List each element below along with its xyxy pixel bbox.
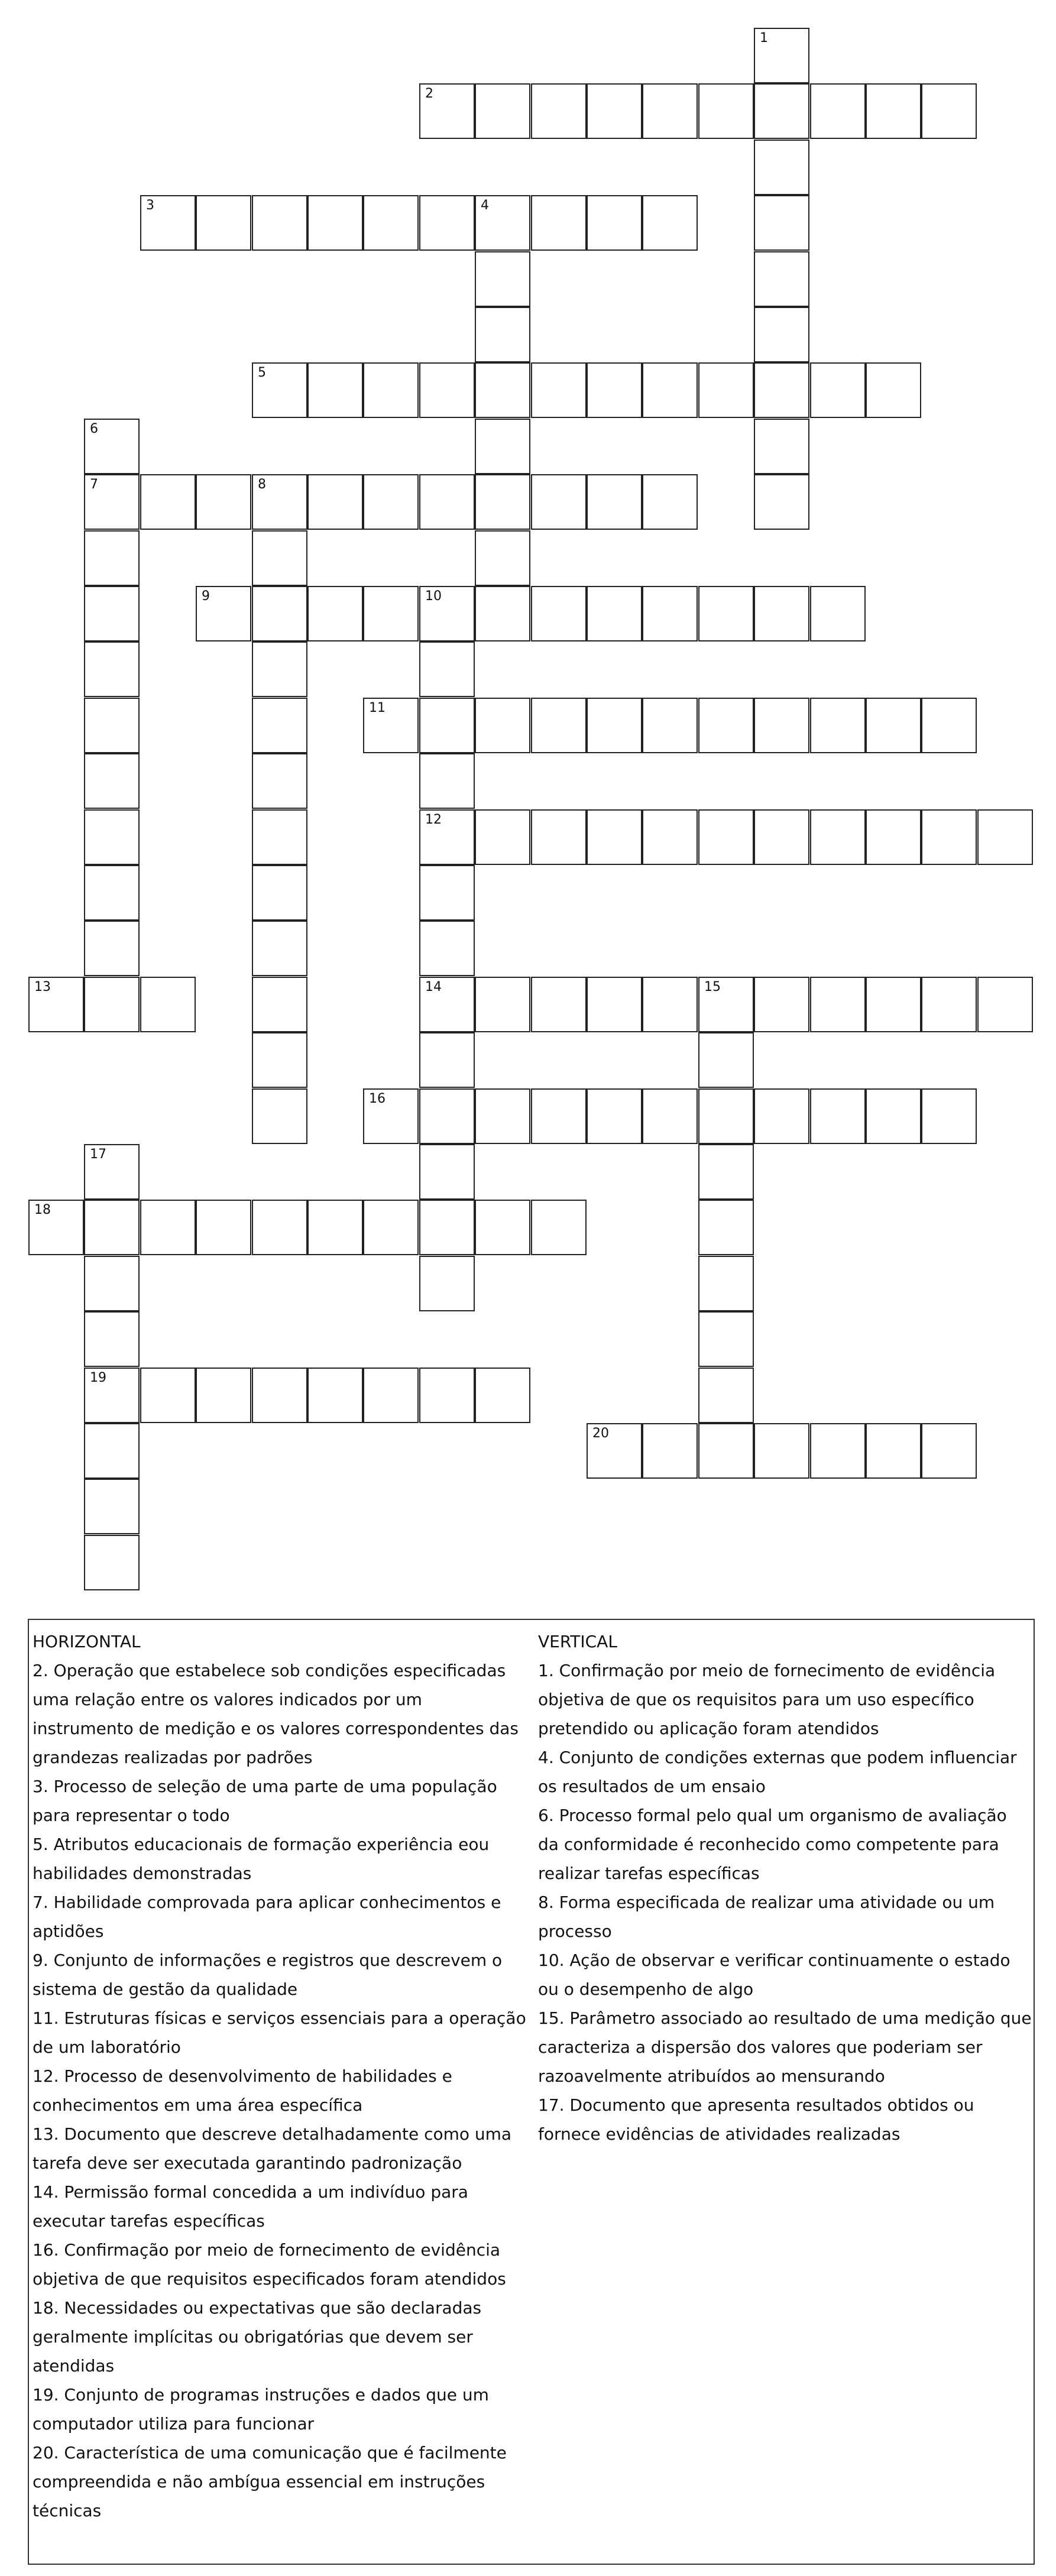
clue-number: 16 (369, 1091, 386, 1106)
grid-cell[interactable] (140, 1200, 196, 1255)
grid-cell[interactable] (587, 474, 642, 530)
grid-cell[interactable] (810, 1423, 866, 1479)
grid-cell[interactable] (810, 83, 866, 139)
grid-cell[interactable] (363, 586, 419, 641)
grid-cell[interactable] (698, 1144, 754, 1200)
grid-cell[interactable] (363, 195, 419, 251)
grid-cell[interactable] (84, 586, 140, 641)
grid-cell[interactable] (252, 753, 307, 809)
clue-across-7: 7. Habilidade comprovada para aplicar conhecimentos e aptidões (33, 1893, 501, 1941)
grid-cell[interactable] (921, 698, 977, 753)
grid-cell[interactable] (754, 251, 809, 307)
grid-cell[interactable] (252, 977, 307, 1032)
grid-cell[interactable] (921, 1088, 977, 1144)
grid-cell[interactable] (84, 809, 140, 865)
grid-cell[interactable] (754, 977, 809, 1032)
grid-cell[interactable] (754, 140, 809, 195)
clue-down-17: 17. Documento que apresenta resultados obtidos ou fornece evidências de atividades realizadas (538, 2095, 974, 2144)
grid-cell[interactable] (698, 1032, 754, 1088)
clue-number: 15 (704, 980, 721, 994)
grid-cell[interactable] (252, 195, 307, 251)
grid-cell[interactable] (754, 809, 809, 865)
grid-cell[interactable] (866, 83, 921, 139)
grid-cell[interactable] (252, 698, 307, 753)
grid-cell[interactable] (921, 83, 977, 139)
grid-cell[interactable] (698, 1311, 754, 1367)
grid-cell[interactable] (866, 977, 921, 1032)
grid-cell[interactable] (84, 1200, 140, 1255)
grid-cell[interactable] (642, 977, 698, 1032)
grid-cell[interactable] (196, 586, 251, 641)
grid-cell[interactable] (140, 474, 196, 530)
clue-number: 9 (202, 589, 210, 604)
grid-cell[interactable] (754, 1423, 809, 1479)
clue-number: 1 (760, 31, 768, 46)
clue-number: 3 (146, 198, 154, 213)
grid-cell[interactable] (307, 474, 363, 530)
grid-cell[interactable] (252, 809, 307, 865)
clue-across-3: 3. Processo de seleção de uma parte de uma população para representar o todo (33, 1777, 497, 1825)
grid-cell[interactable] (475, 530, 530, 586)
grid-cell[interactable] (754, 83, 809, 139)
grid-cell[interactable] (252, 1088, 307, 1144)
grid-cell[interactable] (698, 698, 754, 753)
clue-number: 12 (425, 812, 442, 827)
grid-cell[interactable] (307, 1200, 363, 1255)
grid-cell[interactable] (84, 1535, 140, 1590)
grid-cell[interactable] (921, 809, 977, 865)
grid-cell[interactable] (28, 1200, 84, 1255)
grid-cell[interactable] (140, 195, 196, 251)
grid-cell[interactable] (84, 977, 140, 1032)
grid-cell[interactable] (754, 698, 809, 753)
grid-cell[interactable] (531, 1088, 587, 1144)
grid-cell[interactable] (252, 586, 307, 641)
grid-cell[interactable] (698, 586, 754, 641)
grid-cell[interactable] (587, 195, 642, 251)
clue-across-14: 14. Permissão formal concedida a um indivíduo para executar tarefas específicas (33, 2182, 468, 2231)
grid-cell[interactable] (28, 977, 84, 1032)
grid-cell[interactable] (698, 1200, 754, 1255)
grid-cell[interactable] (307, 195, 363, 251)
grid-cell[interactable] (475, 977, 530, 1032)
grid-cell[interactable] (419, 362, 475, 418)
grid-cell[interactable] (866, 698, 921, 753)
grid-cell[interactable] (698, 809, 754, 865)
grid-cell[interactable] (475, 83, 530, 139)
grid-cell[interactable] (196, 1368, 251, 1423)
grid-cell[interactable] (196, 474, 251, 530)
grid-cell[interactable] (84, 1368, 140, 1423)
clue-across-19: 19. Conjunto de programas instruções e dados que um computador utiliza para funcionar (33, 2385, 489, 2434)
grid-cell[interactable] (810, 362, 866, 418)
clue-number: 11 (369, 701, 386, 715)
grid-cell[interactable] (587, 1088, 642, 1144)
clue-down-4: 4. Conjunto de condições externas que podem influenciar os resultados de um ensaio (538, 1748, 1017, 1796)
grid-cell[interactable] (252, 474, 307, 530)
grid-cell[interactable] (419, 865, 475, 921)
grid-cell[interactable] (642, 1088, 698, 1144)
grid-cell[interactable] (363, 362, 419, 418)
grid-cell[interactable] (252, 530, 307, 586)
grid-cell[interactable] (698, 977, 754, 1032)
grid-cell[interactable] (698, 1256, 754, 1311)
grid-cell[interactable] (363, 1368, 419, 1423)
grid-cell[interactable] (866, 362, 921, 418)
clue-number: 14 (425, 980, 442, 994)
grid-cell[interactable] (419, 1088, 475, 1144)
grid-cell[interactable] (642, 474, 698, 530)
clue-down-15: 15. Parâmetro associado ao resultado de uma medição que caracteriza a dispersão dos valores que poderiam ser razoavelmente atribuídos ao mensurando (538, 2008, 1032, 2086)
grid-cell[interactable] (363, 1088, 419, 1144)
clue-across-13: 13. Documento que descreve detalhadamente como uma tarefa deve ser executada garantindo padronização (33, 2124, 512, 2173)
grid-cell[interactable] (531, 474, 587, 530)
grid-cell[interactable] (754, 195, 809, 251)
clue-number: 7 (90, 477, 98, 492)
clue-number: 18 (34, 1203, 51, 1217)
horizontal-clues-column (33, 1627, 526, 2525)
grid-cell[interactable] (419, 698, 475, 753)
grid-cell[interactable] (754, 419, 809, 474)
grid-cell[interactable] (754, 28, 809, 83)
grid-cell[interactable] (866, 1423, 921, 1479)
grid-cell[interactable] (84, 865, 140, 921)
grid-cell[interactable] (84, 474, 140, 530)
clue-across-20: 20. Característica de uma comunicação que é facilmente compreendida e não ambígua essencial em instruções técnicas (33, 2443, 507, 2520)
grid-cell[interactable] (587, 586, 642, 641)
clue-number: 13 (34, 980, 51, 994)
grid-cell[interactable] (363, 1200, 419, 1255)
grid-cell[interactable] (754, 1088, 809, 1144)
grid-cell[interactable] (754, 586, 809, 641)
grid-cell[interactable] (419, 1368, 475, 1423)
grid-cell[interactable] (475, 809, 530, 865)
grid-cell[interactable] (642, 809, 698, 865)
grid-cell[interactable] (363, 474, 419, 530)
grid-cell[interactable] (754, 474, 809, 530)
grid-cell[interactable] (698, 362, 754, 418)
grid-cell[interactable] (307, 1368, 363, 1423)
clue-across-18: 18. Necessidades ou expectativas que são declaradas geralmente implícitas ou obrigatórias que devem ser atendidas (33, 2298, 482, 2376)
grid-cell[interactable] (475, 586, 530, 641)
clue-number: 2 (425, 86, 433, 101)
grid-cell[interactable] (531, 1200, 587, 1255)
grid-cell[interactable] (252, 1368, 307, 1423)
clue-across-16: 16. Confirmação por meio de fornecimento de evidência objetiva de que requisitos especificados foram atendidos (33, 2240, 506, 2289)
grid-cell[interactable] (475, 307, 530, 362)
clue-number: 5 (258, 365, 266, 380)
grid-cell[interactable] (977, 809, 1033, 865)
grid-cell[interactable] (642, 698, 698, 753)
clue-across-5: 5. Atributos educacionais de formação experiência eou habilidades demonstradas (33, 1835, 490, 1883)
grid-cell[interactable] (140, 977, 196, 1032)
grid-cell[interactable] (419, 474, 475, 530)
grid-cell[interactable] (921, 1423, 977, 1479)
grid-cell[interactable] (754, 362, 809, 418)
grid-cell[interactable] (475, 195, 530, 251)
grid-cell[interactable] (810, 809, 866, 865)
grid-cell[interactable] (196, 195, 251, 251)
grid-cell[interactable] (587, 977, 642, 1032)
grid-cell[interactable] (84, 1423, 140, 1479)
clue-across-2: 2. Operação que estabelece sob condições especificadas uma relação entre os valores indicados por um instrumento de medição e os valores correspondentes das grandezas realizadas por padrões (33, 1661, 519, 1767)
grid-cell[interactable] (475, 362, 530, 418)
grid-cell[interactable] (475, 419, 530, 474)
grid-cell[interactable] (419, 195, 475, 251)
grid-cell[interactable] (84, 753, 140, 809)
grid-cell[interactable] (419, 1256, 475, 1311)
clue-number: 20 (592, 1426, 609, 1441)
grid-cell[interactable] (475, 1088, 530, 1144)
grid-cell[interactable] (419, 977, 475, 1032)
clue-down-10: 10. Ação de observar e verificar continuamente o estado ou o desempenho de algo (538, 1950, 1010, 1999)
grid-cell[interactable] (419, 1144, 475, 1200)
grid-cell[interactable] (475, 1368, 530, 1423)
grid-cell[interactable] (419, 641, 475, 697)
grid-cell[interactable] (84, 1144, 140, 1200)
grid-cell[interactable] (587, 1423, 642, 1479)
grid-cell[interactable] (196, 1200, 251, 1255)
grid-cell[interactable] (642, 83, 698, 139)
grid-cell[interactable] (140, 1368, 196, 1423)
grid-cell[interactable] (419, 809, 475, 865)
grid-cell[interactable] (307, 586, 363, 641)
grid-cell[interactable] (363, 698, 419, 753)
grid-cell[interactable] (419, 586, 475, 641)
grid-cell[interactable] (698, 1423, 754, 1479)
grid-cell[interactable] (419, 1200, 475, 1255)
grid-cell[interactable] (84, 698, 140, 753)
grid-cell[interactable] (587, 809, 642, 865)
grid-cell[interactable] (810, 977, 866, 1032)
grid-cell[interactable] (84, 641, 140, 697)
clue-across-12: 12. Processo de desenvolvimento de habilidades e conhecimentos em uma área específica (33, 2066, 452, 2115)
grid-cell[interactable] (531, 977, 587, 1032)
grid-cell[interactable] (587, 83, 642, 139)
grid-cell[interactable] (84, 530, 140, 586)
clue-across-9: 9. Conjunto de informações e registros que descrevem o sistema de gestão da qualidade (33, 1950, 503, 1999)
grid-cell[interactable] (698, 83, 754, 139)
grid-cell[interactable] (642, 362, 698, 418)
grid-cell[interactable] (84, 1256, 140, 1311)
grid-cell[interactable] (698, 1088, 754, 1144)
grid-cell[interactable] (642, 1423, 698, 1479)
grid-cell[interactable] (475, 474, 530, 530)
grid-cell[interactable] (642, 586, 698, 641)
grid-cell[interactable] (84, 1479, 140, 1534)
grid-cell[interactable] (419, 921, 475, 976)
grid-cell[interactable] (419, 83, 475, 139)
horizontal-title: HORIZONTAL (33, 1632, 141, 1651)
grid-cell[interactable] (419, 1032, 475, 1088)
grid-cell[interactable] (84, 419, 140, 474)
grid-cell[interactable] (810, 698, 866, 753)
grid-cell[interactable] (531, 83, 587, 139)
grid-cell[interactable] (642, 195, 698, 251)
clues-panel (28, 1619, 1035, 2565)
clue-number: 10 (425, 589, 442, 604)
grid-cell[interactable] (531, 698, 587, 753)
grid-cell[interactable] (531, 809, 587, 865)
grid-cell[interactable] (419, 753, 475, 809)
grid-cell[interactable] (531, 195, 587, 251)
grid-cell[interactable] (921, 977, 977, 1032)
grid-cell[interactable] (252, 1200, 307, 1255)
grid-cell[interactable] (475, 1200, 530, 1255)
grid-cell[interactable] (531, 586, 587, 641)
clue-number: 17 (90, 1147, 106, 1162)
clue-number: 4 (481, 198, 489, 213)
vertical-clues-column (538, 1627, 1032, 2149)
clue-number: 8 (258, 477, 266, 492)
grid-cell[interactable] (475, 698, 530, 753)
grid-cell[interactable] (810, 1088, 866, 1144)
grid-cell[interactable] (252, 865, 307, 921)
clue-down-1: 1. Confirmação por meio de fornecimento de evidência objetiva de que os requisitos para um uso específico pretendido ou aplicação foram atendidos (538, 1661, 996, 1738)
grid-cell[interactable] (307, 362, 363, 418)
grid-cell[interactable] (587, 698, 642, 753)
grid-cell[interactable] (866, 1088, 921, 1144)
clue-across-11: 11. Estruturas físicas e serviços essenciais para a operação de um laboratório (33, 2008, 526, 2057)
grid-cell[interactable] (754, 307, 809, 362)
grid-cell[interactable] (252, 921, 307, 976)
grid-cell[interactable] (531, 362, 587, 418)
grid-cell[interactable] (866, 809, 921, 865)
grid-cell[interactable] (475, 251, 530, 307)
grid-cell[interactable] (810, 586, 866, 641)
vertical-title: VERTICAL (538, 1632, 617, 1651)
clue-number: 6 (90, 422, 98, 436)
grid-cell[interactable] (84, 1311, 140, 1367)
grid-cell[interactable] (977, 977, 1033, 1032)
grid-cell[interactable] (84, 921, 140, 976)
clue-down-6: 6. Processo formal pelo qual um organismo de avaliação da conformidade é reconhecido como competente para realizar tarefas específicas (538, 1806, 1007, 1883)
clue-down-8: 8. Forma especificada de realizar uma atividade ou um processo (538, 1893, 995, 1941)
grid-cell[interactable] (252, 362, 307, 418)
grid-cell[interactable] (698, 1368, 754, 1423)
clue-number: 19 (90, 1370, 106, 1385)
grid-cell[interactable] (587, 362, 642, 418)
grid-cell[interactable] (252, 1032, 307, 1088)
grid-cell[interactable] (252, 641, 307, 697)
